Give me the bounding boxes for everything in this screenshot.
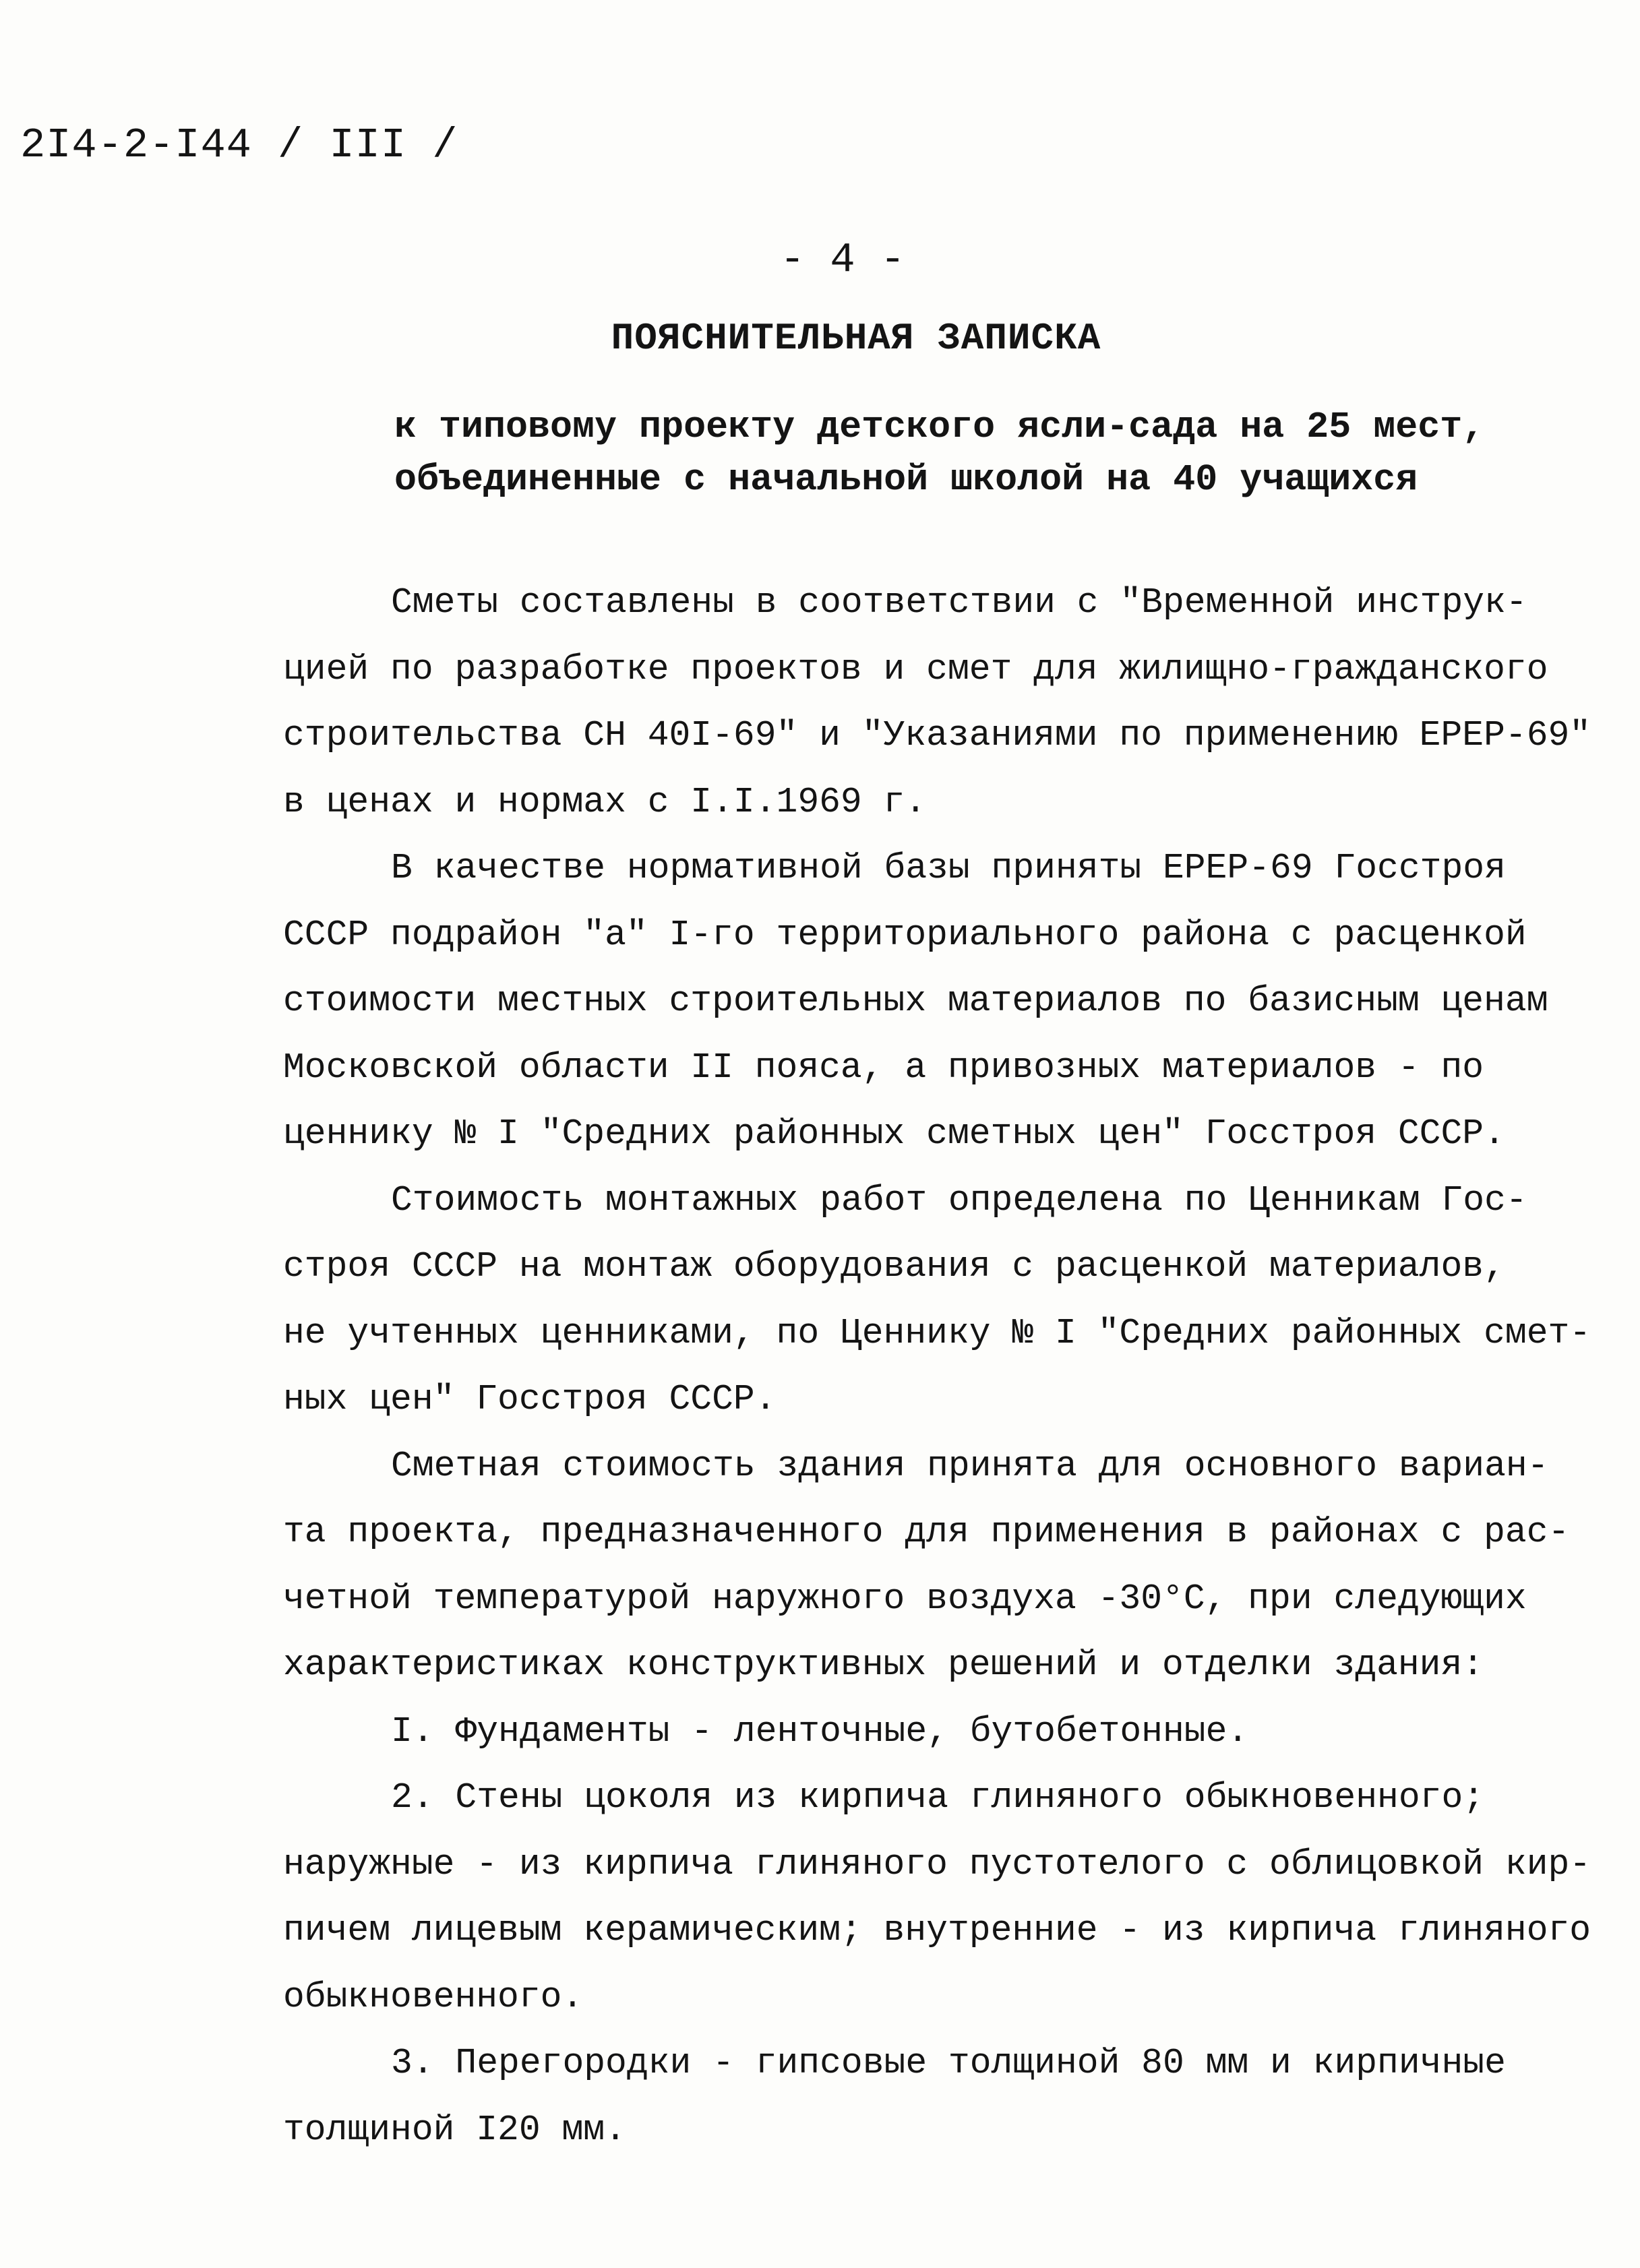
paragraph-line: наружные - из кирпича глиняного пустотелого с облицовкой кир- xyxy=(283,1843,1591,1884)
paragraph-line: Московской области II пояса, а привозных материалов - по xyxy=(283,1047,1484,1088)
paragraph-line: строя СССР на монтаж оборудования с расценкой материалов, xyxy=(283,1246,1505,1287)
paragraph-line: четной температурой наружного воздуха -30°С, при следующих xyxy=(283,1578,1527,1619)
paragraph-line: ценнику № I "Средних районных сметных цен" Госстроя СССР. xyxy=(283,1113,1505,1154)
subtitle-line: объединенные с начальной школой на 40 учащихся xyxy=(394,458,1418,501)
paragraph-line: в ценах и нормах с I.I.1969 г. xyxy=(283,781,927,822)
paragraph-line: СССР подрайон "а" I-го территориального района с расценкой xyxy=(283,914,1527,955)
paragraph-line: Стоимость монтажных работ определена по Ценникам Гос- xyxy=(391,1179,1527,1221)
page-number: - 4 - xyxy=(779,236,906,284)
paragraph-line: ных цен" Госстроя СССР. xyxy=(283,1379,777,1419)
list-item: 3. Перегородки - гипсовые толщиной 80 мм и кирпичные xyxy=(391,2043,1506,2083)
document-subtitle xyxy=(394,401,1484,506)
document-title: ПОЯСНИТЕЛЬНАЯ ЗАПИСКА xyxy=(611,317,1101,360)
body-text xyxy=(283,570,1604,2163)
paragraph-line: толщиной I20 мм. xyxy=(283,2109,626,2150)
list-item: 2. Стены цоколя из кирпича глиняного обыкновенного; xyxy=(391,1777,1485,1818)
paragraph-line: не учтенных ценниками, по Ценнику № I "Средних районных смет- xyxy=(283,1312,1591,1353)
list-item: I. Фундаменты - ленточные, бутобетонные. xyxy=(391,1711,1249,1752)
paragraph-line: та проекта, предназначенного для применения в районах с рас- xyxy=(283,1512,1570,1552)
paragraph-line: пичем лицевым керамическим; внутренние - из кирпича глиняного xyxy=(283,1910,1591,1951)
paragraph-line: обыкновенного. xyxy=(283,1976,584,2017)
paragraph-line: Сметы составлены в соответствии с "Временной инструк- xyxy=(391,582,1527,623)
paragraph-line: Сметная стоимость здания принята для основного вариан- xyxy=(391,1445,1549,1486)
paragraph-line: стоимости местных строительных материалов по базисным ценам xyxy=(283,981,1548,1021)
paragraph-line: цией по разработке проектов и смет для жилищно-гражданского xyxy=(283,648,1548,689)
paragraph-line: В качестве нормативной базы приняты ЕРЕР-69 Госстроя xyxy=(391,848,1506,888)
paragraph-line: характеристиках конструктивных решений и отделки здания: xyxy=(283,1645,1484,1685)
subtitle-line: к типовому проекту детского ясли-сада на 25 мест, xyxy=(394,406,1485,448)
document-code: 2I4-2-I44 / III / xyxy=(20,121,458,169)
paragraph-line: строительства СН 40I-69" и "Указаниями по применению ЕРЕР-69" xyxy=(283,715,1591,756)
